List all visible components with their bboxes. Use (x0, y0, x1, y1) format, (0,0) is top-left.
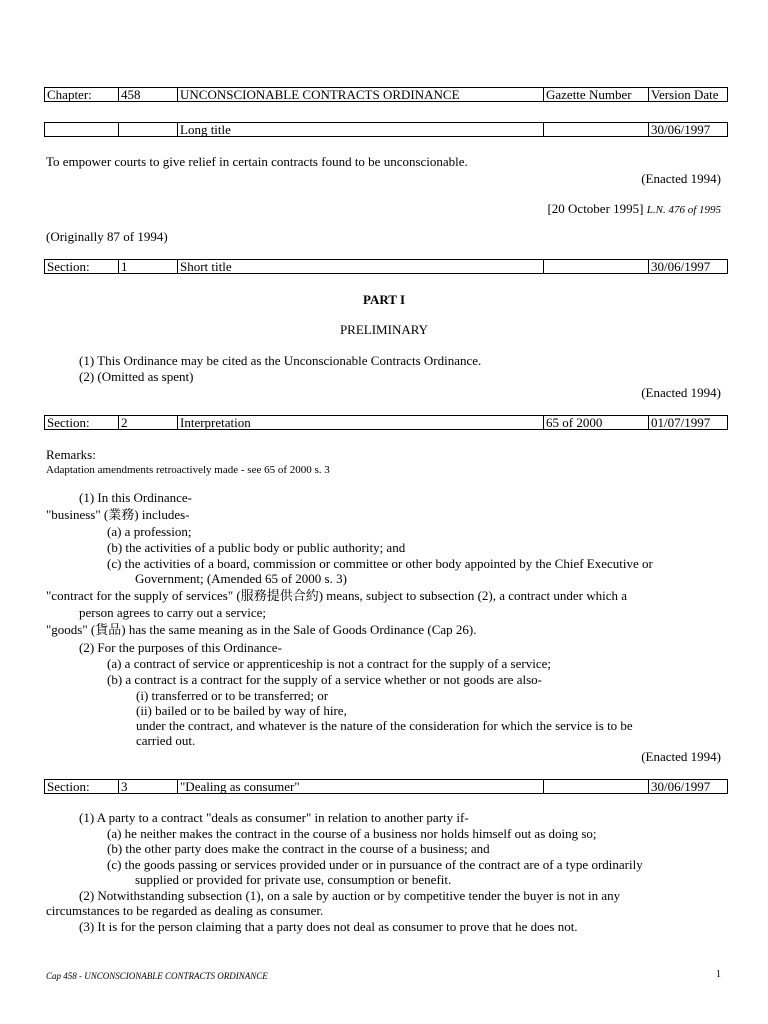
commencement-ref: L.N. 476 of 1995 (646, 204, 721, 216)
enacted-note-2: (Enacted 1994) (641, 385, 721, 400)
cell-date: 01/07/1997 (648, 416, 728, 430)
section-3-row (44, 779, 728, 794)
s3-para-c-cont: supplied or provided for private use, consumption or benefit. (135, 872, 452, 887)
def-business-c-cont: Government; (Amended 65 of 2000 s. 3) (135, 571, 347, 586)
cell-date: 30/06/1997 (648, 780, 728, 794)
s3-subsection-2-cont: circumstances to be regarded as dealing as consumer. (46, 903, 324, 918)
enacted-note-1: (Enacted 1994) (641, 171, 721, 186)
cell-section-title: Short title (177, 260, 544, 274)
cell-chapter-label: Chapter: (47, 88, 92, 102)
s1-subsection-2: (2) (Omitted as spent) (79, 369, 194, 384)
page-number: 1 (716, 969, 721, 980)
cell-empty-1 (45, 123, 119, 137)
cell-long-title: Long title (177, 123, 544, 137)
s2-subsection-1: (1) In this Ordinance- (79, 490, 192, 505)
s3-para-b: (b) the other party does make the contract in the course of a business; and (107, 841, 490, 856)
s2-subsection-2: (2) For the purposes of this Ordinance- (79, 640, 282, 655)
s3-subsection-3: (3) It is for the person claiming that a party does not deal as consumer to prove that he does not. (79, 919, 578, 934)
def-contract-services-cont: person agrees to carry out a service; (79, 605, 266, 620)
commencement-date: [20 October 1995] (547, 201, 644, 216)
def-business-c: (c) the activities of a board, commission or committee or other body appointed by the Chief Executive or (107, 556, 653, 571)
cell-section-number: 2 (118, 416, 178, 430)
cell-section-label: Section: (47, 780, 90, 794)
s3-subsection-2: (2) Notwithstanding subsection (1), on a sale by auction or by competitive tender the buyer is not in any (79, 888, 621, 903)
def-business-a: (a) a profession; (107, 524, 192, 539)
cell-gazette-number: Gazette Number (543, 88, 649, 102)
cell-chapter-title: UNCONSCIONABLE CONTRACTS ORDINANCE (177, 88, 544, 102)
s2-subpara-i: (i) transferred or to be transferred; or (136, 688, 329, 703)
enacted-note-3: (Enacted 1994) (641, 749, 721, 764)
def-business: "business" (業務) includes- (46, 507, 190, 522)
remarks-label: Remarks: (46, 447, 96, 462)
cell-gazette (543, 123, 649, 137)
cell-chapter-number: 458 (118, 88, 178, 102)
def-business-b: (b) the activities of a public body or public authority; and (107, 540, 406, 555)
chapter-header-row (44, 87, 728, 102)
section-1-row (44, 259, 728, 274)
s1-subsection-1: (1) This Ordinance may be cited as the Unconscionable Contracts Ordinance. (79, 353, 482, 368)
cell-gazette (543, 780, 649, 794)
cell-version-date: Version Date (648, 88, 728, 102)
section-2-row (44, 415, 728, 430)
cell-section-title: Interpretation (177, 416, 544, 430)
def-contract-services: "contract for the supply of services" (服務提供合約) means, subject to subsection (2), a contract under which a (46, 588, 628, 603)
originally-note: (Originally 87 of 1994) (46, 229, 168, 244)
cell-section-number: 1 (118, 260, 178, 274)
cell-gazette (543, 260, 649, 274)
commencement-line (547, 201, 721, 218)
cell-section-number: 3 (118, 780, 178, 794)
s2-under-contract: under the contract, and whatever is the nature of the consideration for which the service is to be (136, 718, 633, 733)
cell-section-label: Section: (47, 416, 90, 430)
cell-section-title: "Dealing as consumer" (177, 780, 544, 794)
remarks-text: Adaptation amendments retroactively made - see 65 of 2000 s. 3 (46, 464, 330, 476)
long-title-text: To empower courts to give relief in certain contracts found to be unconscionable. (46, 154, 468, 169)
part-title: PRELIMINARY (339, 322, 429, 337)
s2-subpara-ii: (ii) bailed or to be bailed by way of hire, (136, 703, 347, 718)
s3-para-c: (c) the goods passing or services provided under or in pursuance of the contract are of a type ordinarily (107, 857, 643, 872)
footer-title: Cap 458 - UNCONSCIONABLE CONTRACTS ORDINANCE (46, 971, 268, 981)
cell-date: 30/06/1997 (648, 260, 728, 274)
s2-under-contract-cont: carried out. (136, 733, 196, 748)
s3-para-a: (a) he neither makes the contract in the course of a business nor holds himself out as doing so; (107, 826, 597, 841)
long-title-row (44, 122, 728, 137)
part-heading: PART I (362, 292, 406, 307)
def-goods: "goods" (貨品) has the same meaning as in the Sale of Goods Ordinance (Cap 26). (46, 622, 477, 637)
cell-date: 30/06/1997 (648, 123, 728, 137)
s2-para-a: (a) a contract of service or apprenticeship is not a contract for the supply of a service; (107, 656, 551, 671)
cell-section-label: Section: (47, 260, 90, 274)
cell-empty-2 (118, 123, 178, 137)
cell-gazette: 65 of 2000 (543, 416, 649, 430)
s3-subsection-1: (1) A party to a contract "deals as consumer" in relation to another party if- (79, 810, 469, 825)
s2-para-b: (b) a contract is a contract for the supply of a service whether or not goods are also- (107, 672, 542, 687)
